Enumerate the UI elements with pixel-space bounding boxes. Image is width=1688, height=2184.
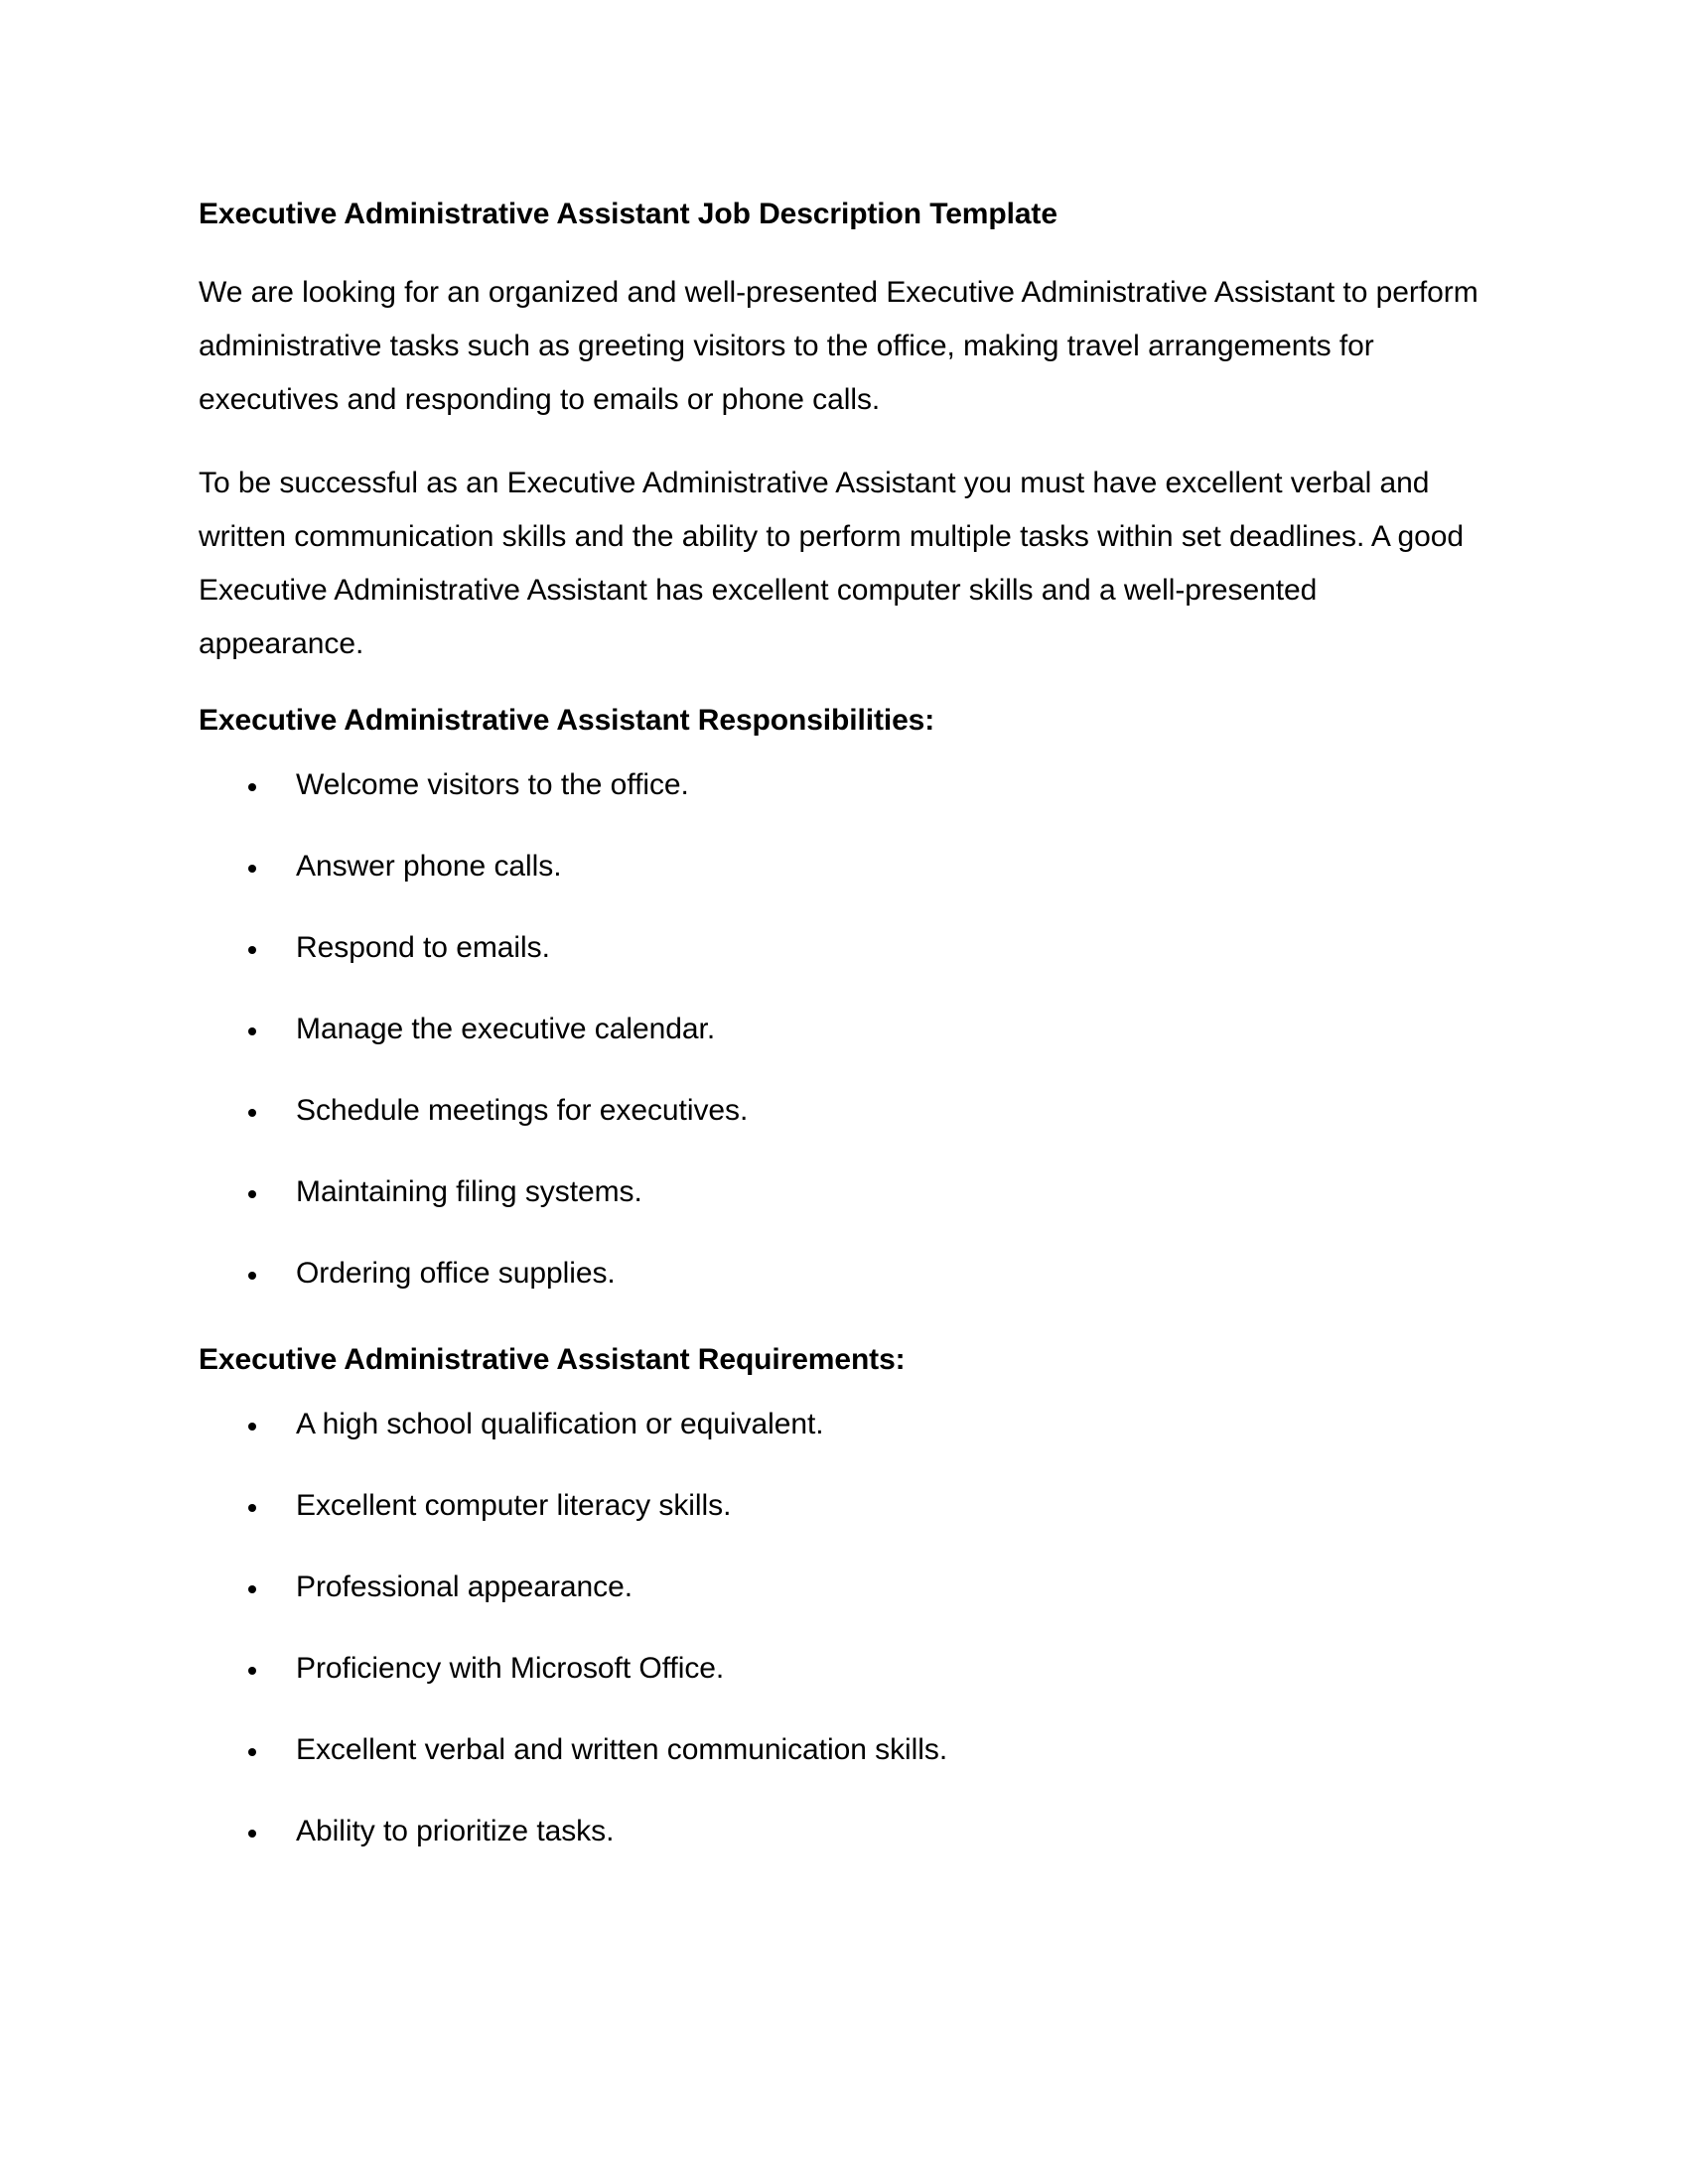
list-item-label: Ordering office supplies. [296,1257,616,1290]
section-spacer [199,1322,1489,1340]
list-item-label: A high school qualification or equivalent. [296,1408,824,1440]
list-item [199,1255,1489,1293]
list-item [199,1650,1489,1688]
list-item-label: Professional appearance. [296,1570,633,1603]
list-item [199,1092,1489,1130]
bullet-point-icon [248,1027,256,1035]
list-item-label: Proficiency with Microsoft Office. [296,1652,725,1685]
list-item-label: Maintaining filing systems. [296,1175,642,1208]
bullet-point-icon [248,1748,256,1756]
list-item-label: Excellent verbal and written communication skills. [296,1733,948,1766]
list-item [199,1731,1489,1769]
bullet-point-icon [248,1272,256,1280]
list-item [199,1011,1489,1048]
requirements-heading: Executive Administrative Assistant Requirements: [199,1343,906,1376]
bullet-point-icon [248,1667,256,1675]
list-item [199,929,1489,967]
list-item [199,1406,1489,1443]
bullet-point-icon [248,1830,256,1838]
bullet-point-icon [248,1190,256,1198]
list-item-label: Manage the executive calendar. [296,1013,716,1045]
list-item [199,766,1489,804]
summary-paragraph: To be successful as an Executive Administrative Assistant you must have excellent verbal and written communication skills and the ability to perform multiple tasks within set deadlines. A good Executive Administrative Assistant has excellent computer skills and a well-presented appearance. [199,467,1465,660]
bullet-point-icon [248,1109,256,1117]
list-item [199,1569,1489,1606]
intro-paragraph: We are looking for an organized and well-presented Executive Administrative Assistant to perform administrative tasks such as greeting visitors to the office, making travel arrangements for executives and responding to emails or phone calls. [199,276,1478,416]
bullet-point-icon [248,1423,256,1431]
bullet-point-icon [248,1504,256,1512]
bullet-point-icon [248,946,256,954]
list-item-label: Welcome visitors to the office. [296,768,689,801]
list-item-label: Schedule meetings for executives. [296,1094,749,1127]
list-item-label: Answer phone calls. [296,850,562,883]
bullet-point-icon [248,865,256,873]
list-item-label: Ability to prioritize tasks. [296,1815,615,1847]
document-body [199,195,1489,1880]
list-item [199,1813,1489,1850]
page-title: Executive Administrative Assistant Job Description Template [199,198,1057,230]
list-item [199,1173,1489,1211]
list-item [199,848,1489,886]
responsibilities-list [199,766,1489,1293]
bullet-point-icon [248,1585,256,1593]
requirements-list [199,1406,1489,1850]
bullet-point-icon [248,783,256,791]
list-item-label: Excellent computer literacy skills. [296,1489,732,1522]
list-item-label: Respond to emails. [296,931,550,964]
responsibilities-heading: Executive Administrative Assistant Responsibilities: [199,704,935,737]
list-item [199,1487,1489,1525]
